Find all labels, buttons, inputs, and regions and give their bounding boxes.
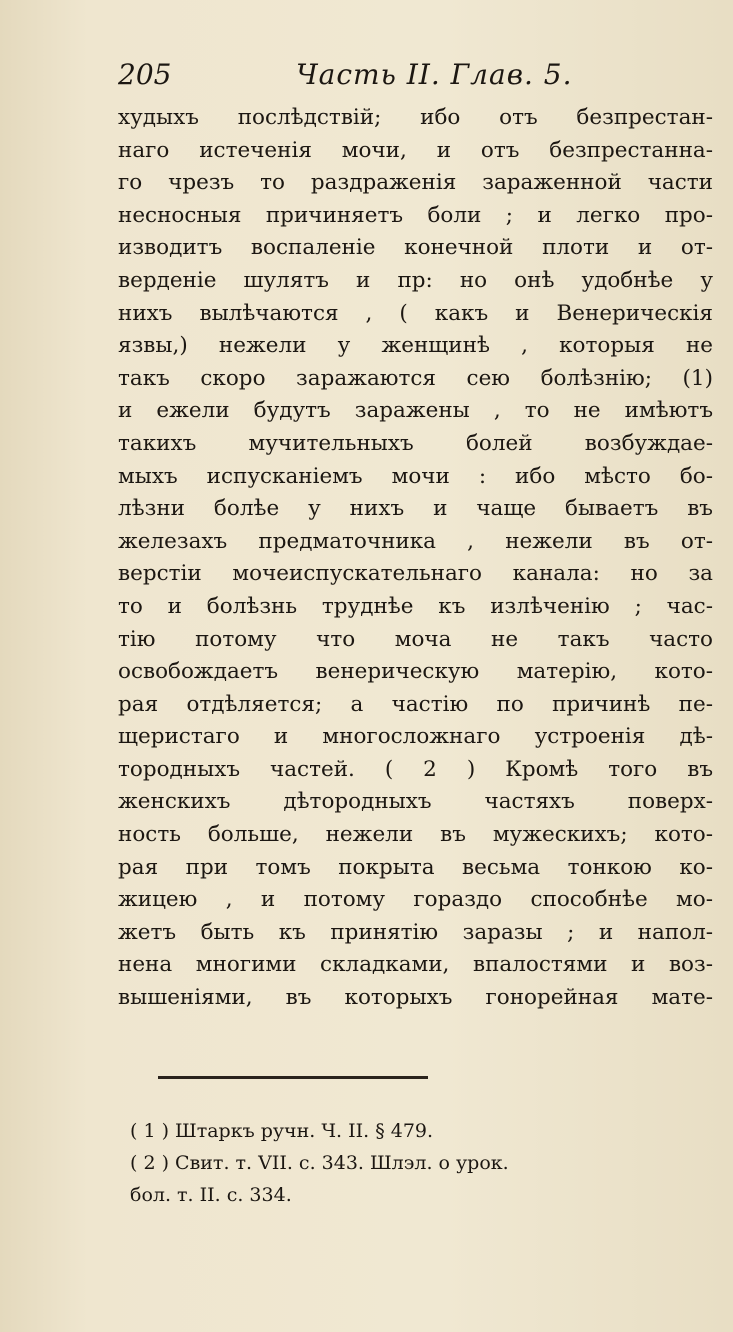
- text-line: мыхъ испусканіемъ мочи : ибо мѣсто бо-: [118, 463, 713, 489]
- text-line: тородныхъ частей. ( 2 ) Кромѣ того въ: [118, 756, 713, 782]
- text-line: жицею , и потому гораздо способнѣе мо-: [118, 887, 713, 913]
- text-line: тію потому что моча не такъ часто: [118, 626, 713, 652]
- text-line: го чрезъ то раздраженія зараженной части: [118, 170, 713, 196]
- text-line: лѣзни болѣе у нихъ и чаще бываетъ въ: [118, 496, 713, 522]
- running-head: Часть II. Глав. 5.: [296, 58, 573, 91]
- footnotes: [130, 1115, 705, 1211]
- text-line: железахъ предматочника , нежели въ от-: [118, 528, 713, 554]
- text-line: рая при томъ покрыта весьма тонкою ко-: [118, 854, 713, 880]
- text-line: изводитъ воспаленіе конечной плоти и от-: [118, 235, 713, 261]
- text-line: верденіе шулятъ и пр: но онѣ удобнѣе у: [118, 267, 713, 293]
- text-line: несносныя причиняетъ боли ; и легко про-: [118, 202, 713, 228]
- text-line: верстіи мочеиспускательнаго канала: но за: [118, 561, 713, 587]
- text-line: ность больше, нежели въ мужескихъ; кото-: [118, 822, 713, 848]
- body-text: [118, 102, 713, 1015]
- page-number: 205: [118, 58, 172, 91]
- footnote-2: ( 2 ) Свит. т. VII. с. 343. Шлэл. о урок.: [130, 1152, 509, 1174]
- text-line: женскихъ дѣтородныхъ частяхъ поверх-: [118, 789, 713, 815]
- footnote-1: ( 1 ) Штаркъ ручн. Ч. II. § 479.: [130, 1120, 434, 1142]
- text-line: такихъ мучительныхъ болей возбуждае-: [118, 430, 713, 456]
- text-line: нихъ вылѣчаются , ( какъ и Венерическія: [118, 300, 713, 326]
- page-header: [118, 58, 718, 102]
- text-line: такъ скоро заражаются сею болѣзнію; (1): [118, 365, 713, 391]
- text-line: то и болѣзнь труднѣе къ излѣченію ; час-: [118, 593, 713, 619]
- footnote-rule: [158, 1076, 428, 1079]
- text-line: язвы,) нежели у женщинѣ , которыя не: [118, 333, 713, 359]
- text-line: нена многими складками, впалостями и воз-: [118, 952, 713, 978]
- footnote-2-continued: бол. т. II. с. 334.: [130, 1184, 292, 1206]
- text-line: щеристаго и многосложнаго устроенія дѣ-: [118, 724, 713, 750]
- text-line: худыхъ послѣдствій; ибо отъ безпрестан-: [118, 105, 713, 130]
- text-line: и ежели будутъ заражены , то не имѣютъ: [118, 398, 713, 424]
- text-line: рая отдѣляется; а частію по причинѣ пе-: [118, 691, 713, 717]
- text-line: вышеніями, въ которыхъ гонорейная мате-: [118, 985, 713, 1011]
- text-line: освобождаетъ венерическую матерію, кото-: [118, 659, 713, 685]
- text-line: жетъ быть къ принятію заразы ; и напол-: [118, 919, 713, 945]
- text-line: наго истеченія мочи, и отъ безпрестанна-: [118, 137, 713, 163]
